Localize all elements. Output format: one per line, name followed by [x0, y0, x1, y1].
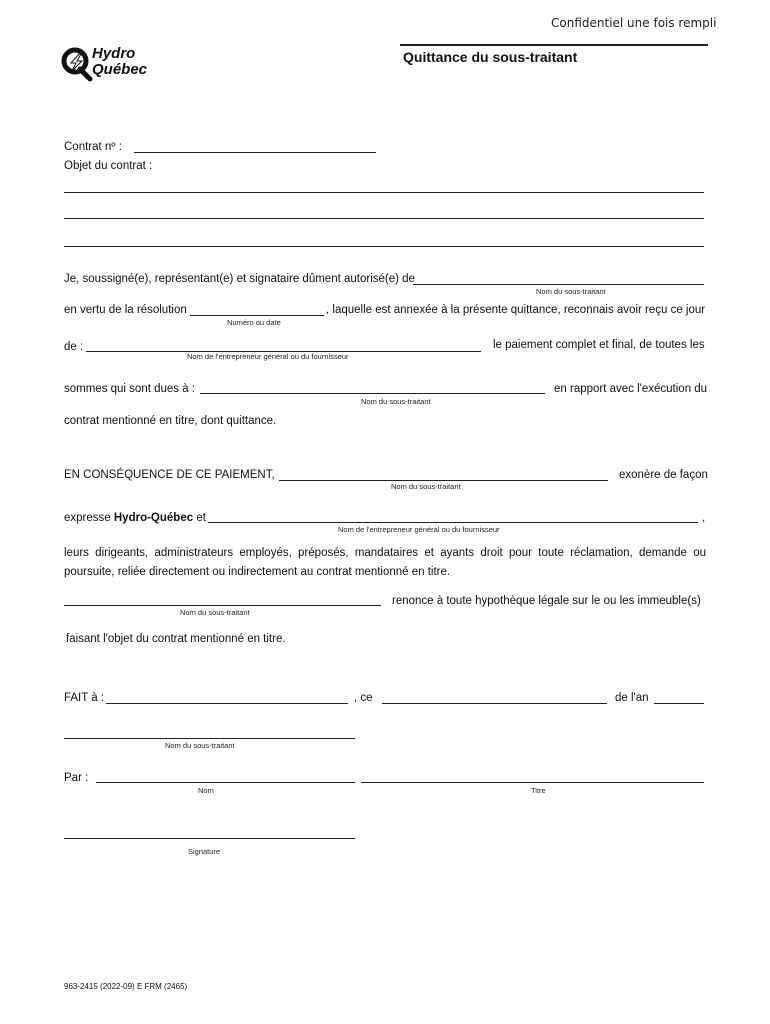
signer-name-field[interactable] — [96, 782, 355, 783]
exonerate-text: exonère de façon — [619, 469, 708, 481]
caption-subcontractor-1: Nom du sous-traitant — [536, 287, 606, 296]
subcontractor-name-field[interactable] — [413, 284, 704, 285]
comma-text: , — [702, 512, 706, 524]
resolution-text: , laquelle est annexée à la présente quittance, reconnais avoir reçu ce jour — [326, 304, 706, 316]
renounce-text: renonce à toute hypothèque légale sur le ou les immeuble(s) — [392, 595, 701, 607]
made-at-field[interactable] — [106, 703, 348, 704]
by-label: Par : — [64, 772, 89, 784]
resolution-label: en vertu de la résolution — [64, 304, 187, 316]
subcontractor-renounce-field[interactable] — [64, 605, 381, 606]
caption-title: Titre — [531, 786, 546, 795]
sums-due-label: sommes qui sont dues à : — [64, 383, 196, 395]
logo-text-hydro: Hydro — [92, 45, 136, 62]
caption-subcontractor-4: Nom du sous-traitant — [180, 608, 250, 617]
contract-object-field-3[interactable] — [64, 246, 704, 247]
execution-text: en rapport avec l'exécution du — [554, 383, 708, 395]
consequence-field[interactable] — [279, 480, 608, 481]
general-contractor-field-2[interactable] — [208, 522, 698, 523]
contract-object-field-2[interactable] — [64, 218, 704, 219]
object-text: faisant l'objet du contrat mentionné en titre. — [66, 633, 286, 645]
contract-object-label: Objet du contrat : — [64, 160, 153, 172]
sums-due-field[interactable] — [200, 393, 545, 394]
subcontractor-sign-name-field[interactable] — [64, 738, 355, 739]
release-text-line-1: leurs dirigeants, administrateurs employés, préposés, mandataires et ayants droit pour toute réclamation, demande ou — [64, 547, 706, 559]
contract-number-field[interactable] — [134, 152, 376, 153]
resolution-field[interactable] — [190, 315, 324, 316]
contract-number-label: Contrat nº : — [64, 141, 122, 153]
caption-general-contractor-2: Nom de l'entrepreneur général ou du fournisseur — [338, 525, 500, 534]
year-label: de l'an — [615, 692, 649, 704]
page-title: Quittance du sous-traitant — [403, 49, 578, 65]
date-field[interactable] — [382, 703, 607, 704]
title-rule — [400, 44, 708, 46]
expressly-word: expresse — [64, 512, 111, 524]
caption-number-date: Numéro ou date — [227, 318, 281, 327]
year-field[interactable] — [654, 703, 704, 704]
q-lightning-icon — [60, 44, 94, 82]
signer-title-field[interactable] — [361, 782, 704, 783]
hydro-quebec-name: Hydro-Québec — [113, 512, 194, 524]
caption-subcontractor-3: Nom du sous-traitant — [391, 482, 461, 491]
declaration-text: Je, soussigné(e), représentant(e) et signataire dûment autorisé(e) de — [64, 273, 415, 285]
payment-text: le paiement complet et final, de toutes les — [493, 339, 705, 351]
logo-text-quebec: Québec — [92, 61, 148, 78]
caption-name: Nom — [198, 786, 214, 795]
confidential-notice: Confidentiel une fois rempli — [551, 16, 717, 30]
and-word: et — [196, 512, 206, 524]
discharge-text: contrat mentionné en titre, dont quittance. — [64, 415, 277, 427]
contract-object-field-1[interactable] — [64, 192, 704, 193]
signature-field[interactable] — [64, 838, 355, 839]
caption-general-contractor-1: Nom de l'entrepreneur général ou du fournisseur — [187, 352, 349, 361]
expressly-label — [64, 512, 206, 524]
release-text-line-2: poursuite, reliée directement ou indirectement au contrat mentionné en titre. — [64, 566, 451, 578]
form-code: 963-2415 (2022-09) E FRM (2465) — [64, 982, 188, 991]
caption-signature: Signature — [188, 847, 221, 856]
date-label: , ce — [354, 692, 373, 704]
consequence-label: EN CONSÉQUENCE DE CE PAIEMENT, — [64, 469, 275, 481]
caption-subcontractor-2: Nom du sous-traitant — [361, 397, 431, 406]
made-at-label: FAIT à : — [64, 692, 105, 704]
from-label: de : — [64, 341, 84, 353]
hydro-quebec-logo — [60, 44, 170, 82]
caption-subcontractor-5: Nom du sous-traitant — [165, 741, 235, 750]
